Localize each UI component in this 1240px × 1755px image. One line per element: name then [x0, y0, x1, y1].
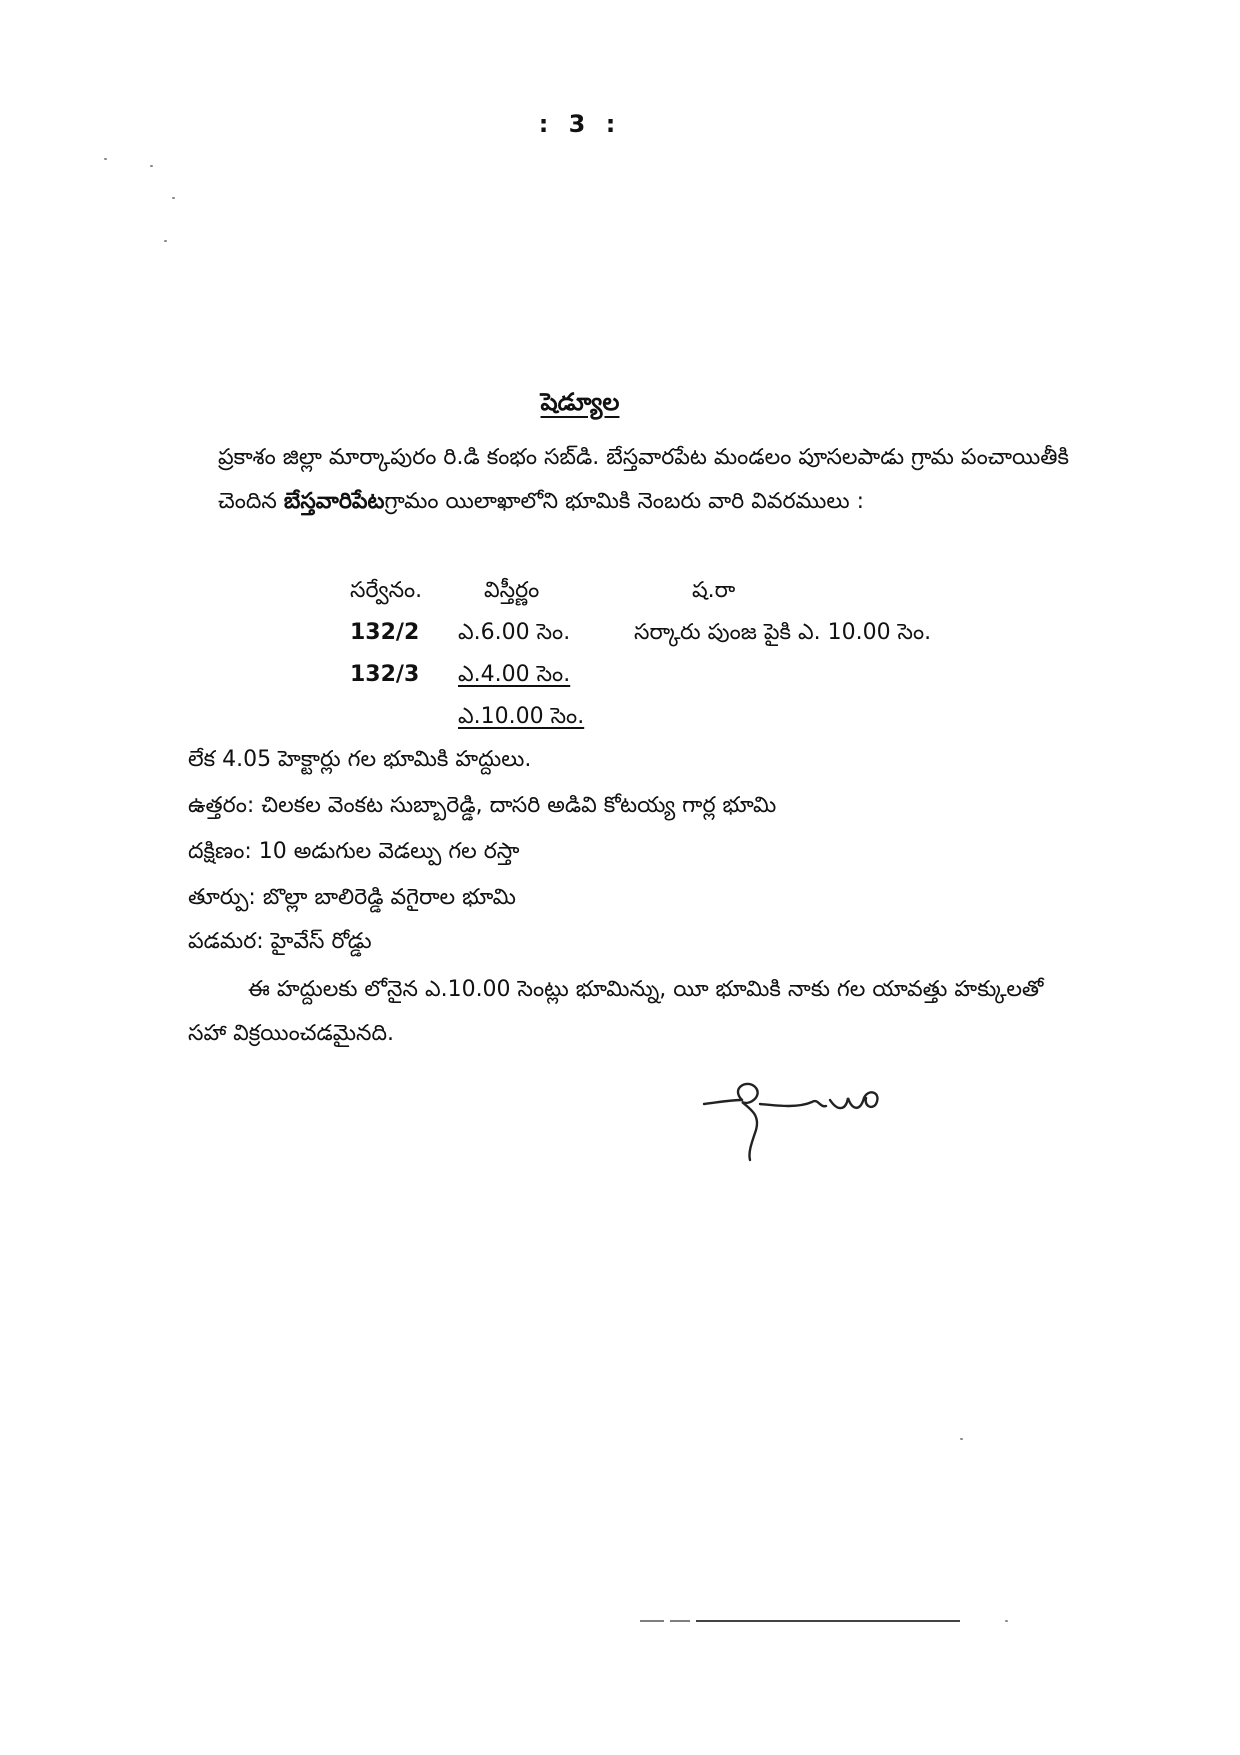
hectares-line: లేక 4.05 హెక్టార్లు గల భూమికి హద్దులు. [188, 747, 532, 772]
survey-area: ఎ.6.00 సెం. [458, 620, 571, 645]
intro-text-end: గ్రామం యిలాఖాలోని భూమికి నెంబరు వారి వివరములు : [384, 489, 865, 514]
boundary-east: తూర్పు: బొల్లా బాలిరెడ్డి వగైరాల భూమి [188, 885, 516, 910]
survey-area: ఎ.4.00 సెం. [458, 662, 571, 687]
survey-number: 132/3 [350, 662, 420, 687]
total-area: ఎ.10.00 సెం. [458, 704, 585, 729]
page-number: : 3 : [538, 110, 622, 138]
footer-line [640, 1618, 1000, 1624]
village-name: బేస్తవారిపేట [283, 489, 385, 514]
intro-text-start: ప్రకాశం జిల్లా మార్కాపురం రి.డి కంభం సబ్‌డి. బేస్తవారపేట మండలం పూసలపాడు గ్రామ పంచాయితీకి చెందిన [218, 445, 1069, 514]
survey-remarks: సర్కారు పుంజ పైకి ఎ. 10.00 సెం. [634, 620, 932, 645]
boundary-north: ఉత్తరం: చిలకల వెంకట సుబ్బారెడ్డి, దాసరి అడివి కోటయ్య గార్ల భూమి [188, 793, 777, 818]
intro-paragraph [218, 436, 1078, 524]
schedule-title: షెడ్యూల [540, 388, 620, 416]
header-area: విస్తీర్ణం [484, 578, 540, 603]
header-remarks: ష.రా [692, 578, 736, 603]
closing-paragraph: ఈ హద్దులకు లోనైన ఎ.10.00 సెంట్లు భూమిన్ను, యీ భూమికి నాకు గల యావత్తు హక్కులతో సహా విక్రయించడమైనది. [188, 977, 1044, 1046]
header-survey: సర్వేనం. [350, 578, 423, 603]
survey-number: 132/2 [350, 620, 420, 645]
boundary-west: పడమర: హైవేస్ రోడ్డు [188, 929, 372, 954]
boundary-south: దక్షిణం: 10 అడుగుల వెడల్పు గల రస్తా [188, 839, 520, 864]
signature [690, 1070, 930, 1170]
